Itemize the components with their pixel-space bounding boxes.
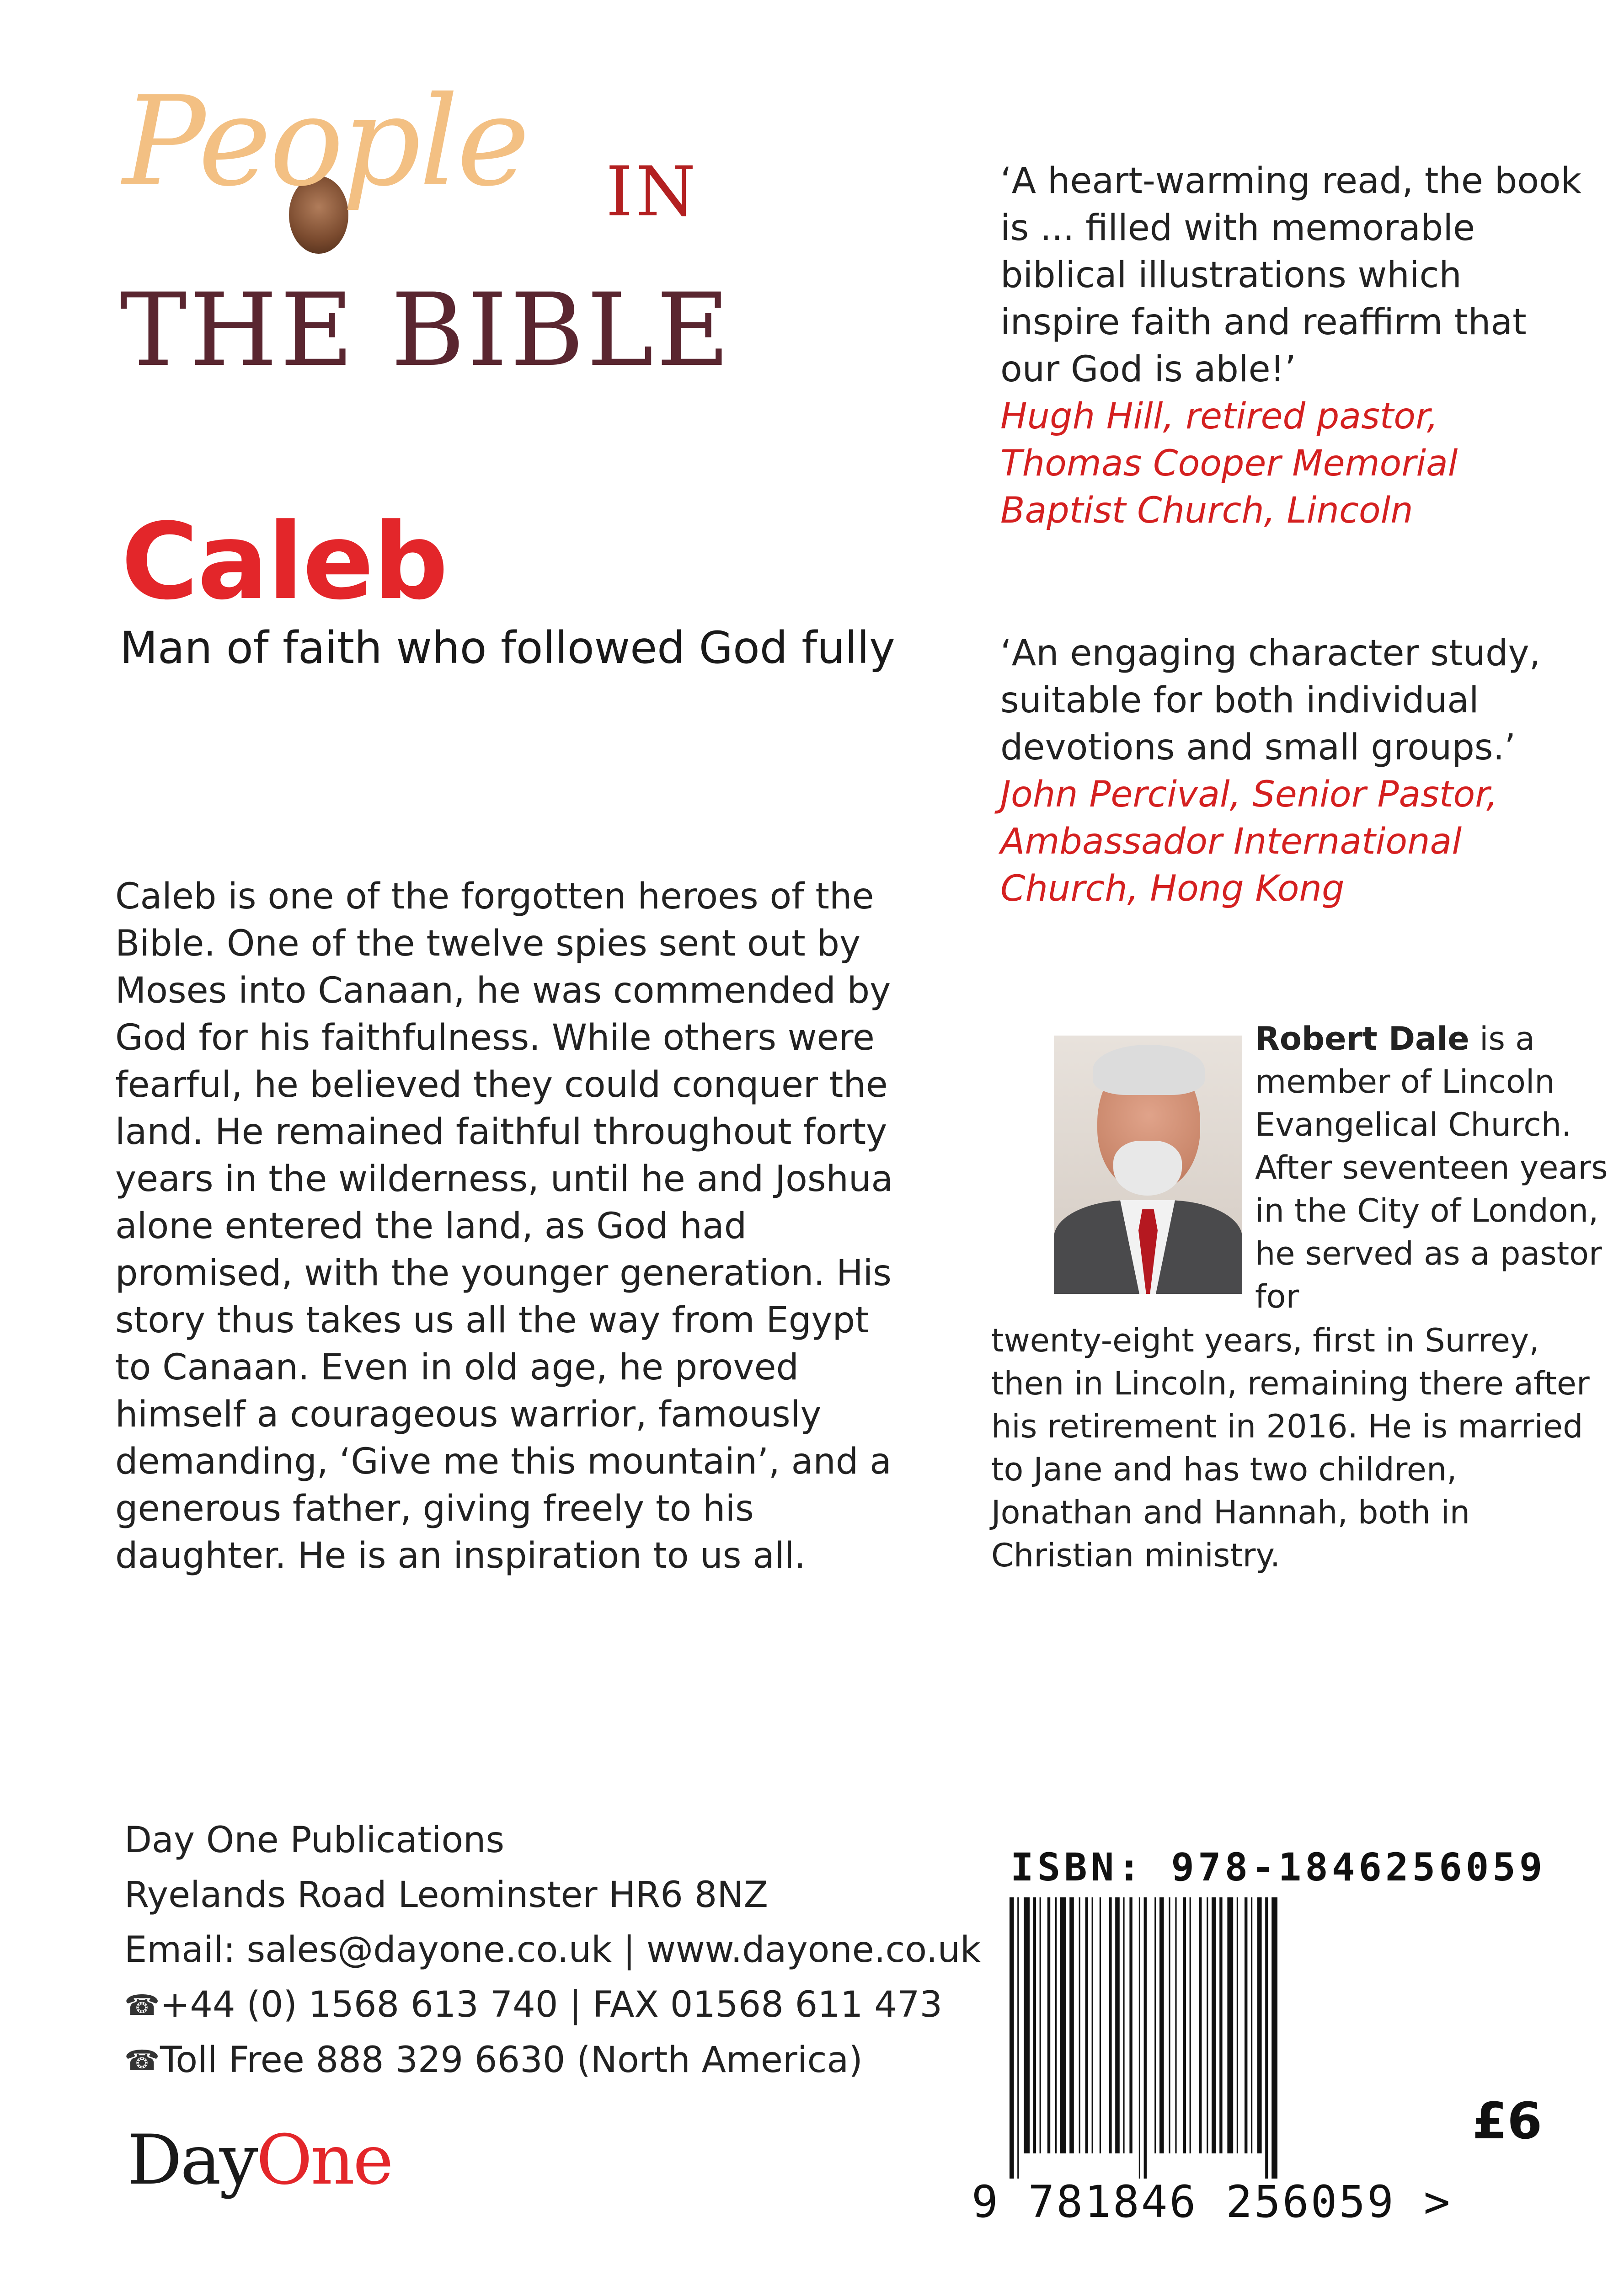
publisher-email: Email: sales@dayone.co.uk | www.dayone.co.uk [124, 1929, 981, 1971]
isbn-label: ISBN: 978-1846256059 [1010, 1845, 1546, 1890]
dayone-logo: DayOne [127, 2120, 392, 2200]
barcode-bar [1144, 1897, 1147, 2179]
publisher-phone: +44 (0) 1568 613 740 | FAX 01568 611 473 [160, 1984, 943, 2025]
barcode-bar [1092, 1897, 1093, 2153]
series-logo-people: People [123, 69, 528, 214]
endorsement-source: John Percival, Senior Pastor, Ambassador International Church, Hong Kong [1000, 774, 1498, 909]
author-bio-top [1255, 1017, 1612, 1318]
barcode-bar [1245, 1897, 1247, 2153]
barcode-bar [1033, 1897, 1036, 2153]
barcode-bar [1139, 1897, 1140, 2179]
barcode-bar [1123, 1897, 1124, 2153]
author-bio-part1: is a member of Lincoln Evangelical Church. After seventeen years in the City of London, he served as a pastor for [1255, 1020, 1608, 1315]
barcode-bar [1129, 1897, 1132, 2153]
barcode [1010, 1897, 1515, 2179]
barcode-bar [1159, 1897, 1164, 2153]
barcode-bar [1212, 1897, 1216, 2153]
publisher-info [124, 1813, 981, 2088]
barcode-bar [1175, 1897, 1176, 2153]
barcode-bar [1010, 1897, 1014, 2179]
author-bio-part2: twenty-eight years, first in Surrey, then in Lincoln, remaining there after his retirement in 2016. He is married to Jane and has two children, Jonathan and Hannah, both in Christian ministry. [991, 1322, 1590, 1574]
barcode-bar [1017, 1897, 1019, 2179]
barcode-bar [1085, 1897, 1088, 2153]
barcode-bar [1251, 1897, 1252, 2153]
telephone-icon: ☎ [124, 2044, 160, 2077]
series-logo-in: IN [606, 152, 699, 232]
book-title: Caleb [121, 501, 448, 623]
barcode-bar [1100, 1897, 1101, 2153]
barcode-bar [1219, 1897, 1222, 2153]
telephone-icon: ☎ [124, 1988, 160, 2022]
publisher-name: Day One Publications [124, 1820, 505, 1861]
barcode-bar [1190, 1897, 1191, 2153]
endorsement-text: ‘An engaging character study, suitable for both individual devotions and small groups.’ [1000, 633, 1541, 768]
barcode-bar [1047, 1897, 1050, 2153]
barcode-digits: 9 781846 256059 > [972, 2176, 1452, 2227]
endorsement-1 [1000, 158, 1586, 534]
endorsement-2 [1000, 630, 1586, 913]
barcode-bar [1060, 1897, 1066, 2153]
price-label: £6 [1472, 2092, 1543, 2150]
barcode-bar [1115, 1897, 1120, 2153]
endorsement-text: ‘A heart-warming read, the book is ... filled with memorable biblical illustrations which inspire faith and reaffirm that our God is able!’ [1000, 160, 1581, 390]
barcode-bar [1154, 1897, 1156, 2153]
barcode-bar [1169, 1897, 1170, 2153]
barcode-bar [1079, 1897, 1080, 2153]
author-name: Robert Dale [1255, 1020, 1469, 1058]
publisher-tollfree: Toll Free 888 329 6630 (North America) [160, 2040, 863, 2081]
publisher-address: Ryelands Road Leominster HR6 8NZ [124, 1875, 769, 1916]
barcode-bar [1055, 1897, 1057, 2153]
barcode-bar [1271, 1897, 1277, 2179]
barcode-bar [1069, 1897, 1074, 2153]
barcode-bar [1265, 1897, 1268, 2179]
barcode-bar [1237, 1897, 1238, 2153]
author-photo [1054, 1036, 1242, 1294]
barcode-bar [1183, 1897, 1186, 2153]
barcode-bar [1109, 1897, 1111, 2153]
series-logo-the-bible: THE BIBLE [120, 272, 733, 389]
barcode-bar [1040, 1897, 1041, 2153]
book-subtitle: Man of faith who followed God fully [120, 622, 895, 673]
barcode-bar [1207, 1897, 1208, 2153]
book-blurb: Caleb is one of the forgotten heroes of the Bible. One of the twelve spies sent out by Moses into Canaan, he was commended by God for his faithfulness. While others were fearful, he believed they could conquer the land. He remained faithful throughout forty years in the wilderness, until he and Joshua alone entered the land, as God had promised, with the younger generation. His story thus takes us all the way from Egypt to Canaan. Even in old age, he proved himself a courageous warrior, famously demanding, ‘Give me this mountain’, and a generous father, giving freely to his daughter. He is an inspiration to us all. [115, 876, 893, 1576]
barcode-bar [1024, 1897, 1030, 2153]
endorsement-source: Hugh Hill, retired pastor, Thomas Cooper Memorial Baptist Church, Lincoln [1000, 396, 1458, 531]
barcode-bar [1227, 1897, 1233, 2153]
barcode-bar [1199, 1897, 1202, 2153]
barcode-bar [1257, 1897, 1262, 2153]
